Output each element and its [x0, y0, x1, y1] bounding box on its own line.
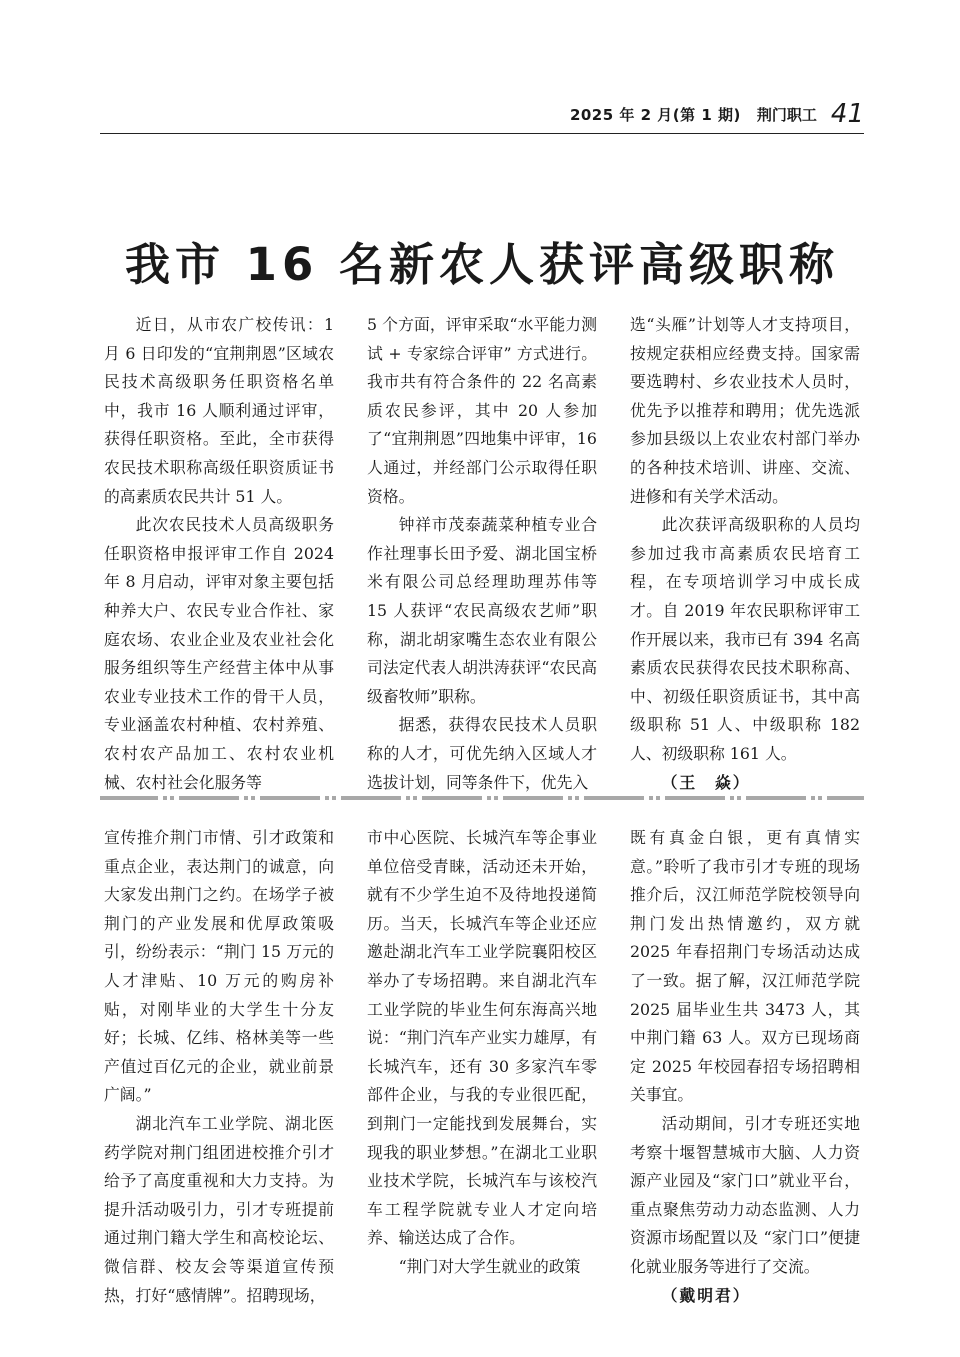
section-divider: [100, 795, 864, 801]
paragraph: 钟祥市茂泰蔬菜种植专业合作社理事长田予爱、湖北国宝桥米有限公司总经理助理苏伟等 15 人获评“农民高级农艺师”职称，湖北胡家嘴生态农业有限公司法定代表人胡洪涛获评“农民高级畜牧师”职称。: [367, 515, 597, 706]
article2-byline: （戴明君）: [661, 1285, 751, 1305]
article2-column-1: [104, 824, 334, 1310]
paragraph: 宣传推介荆门市情、引才政策和重点企业，表达荆门的诚意，向大家发出荆门之约。在场学子被荆门的产业发展和优厚政策吸引，纷纷表示：“荆门 15 万元的人才津贴、10 万元的购房补贴，对刚毕业的大学生十分友好；长城、亿纬、格林美等一些产值过百亿元的企业，就业前景广阔。”: [104, 828, 334, 1105]
article1-body: [104, 311, 860, 797]
article-title: 我市 16 名新农人获评高级职称: [125, 238, 839, 291]
journal-name: 荆门职工: [756, 106, 817, 124]
paragraph: 湖北汽车工业学院、湖北医药学院对荆门组团进校推介引才给予了高度重视和大力支持。为提升活动吸引力，引才专班提前通过荆门籍大学生和高校论坛、微信群、校友会等渠道宣传预热，打好“感情牌”。招聘现场，: [104, 1113, 334, 1305]
paragraph: 既有真金白银，更有真情实意。”聆听了我市引才专班的现场推介后，汉江师范学院校领导向荆门发出热情邀约，双方就 2025 年春招荆门专场活动达成了一致。据了解，汉江师范学院 2025 届毕业生共 3473 人，其中荆门籍 63 人。双方已现场商定 2025 年校园春招专场招聘相关事宜。: [630, 828, 860, 1105]
paragraph: 市中心医院、长城汽车等企事业单位倍受青睐，活动还未开始，就有不少学生迫不及待地投递简历。当天，长城汽车等企业还应邀赴湖北汽车工业学院襄阳校区举办了专场招聘。来自湖北汽车工业学院的毕业生何东海高兴地说：“荆门汽车产业实力雄厚，有长城汽车，还有 30 多家汽车零部件企业，与我的专业很匹配，到荆门一定能找到发展舞台，实现我的职业梦想。”在湖北工业职业技术学院，长城汽车与该校汽车工程学院就专业人才定向培养、输送达成了合作。: [367, 828, 597, 1248]
article1-column-2: [367, 311, 597, 797]
paragraph: 此次农民技术人员高级职务任职资格申报评审工作自 2024 年 8 月启动，评审对象主要包括种养大户、农民专业合作社、家庭农场、农业企业及农业社会化服务组织等生产经营主体中从事农业专业技术工作的骨干人员，专业涵盖农村种植、农村养殖、农村农产品加工、农村农业机械、农村社会化服务等: [104, 515, 334, 792]
page-number: 41: [830, 99, 864, 129]
article1-column-1: [104, 311, 334, 797]
article2-body: [104, 824, 860, 1310]
paragraph: “荆门对大学生就业的政策: [398, 1256, 581, 1276]
paragraph: 据悉，获得农民技术人员职称的人才，可优先纳入区域人才选拔计划，同等条件下，优先入: [367, 715, 597, 792]
paragraph: 5 个方面，评审采取“水平能力测试 + 专家综合评审” 方式进行。我市共有符合条件的 22 名高素质农民参评，其中 20 人参加了“宜荆荆恩”四地集中评审，16 人通过，并经部门公示取得任职资格。: [367, 315, 597, 506]
paragraph: 近日，从市农广校传讯：1月 6 日印发的“宜荆荆恩”区域农民技术高级职务任职资格名单中，我市 16 人顺利通过评审，获得任职资格。至此，全市获得农民技术职称高级任职资质证书的高素质农民共计 51 人。: [104, 315, 334, 506]
page-header: [100, 96, 864, 134]
paragraph: 选“头雁”计划等人才支持项目，按规定获相应经费支持。国家需要选聘村、乡农业技术人员时，优先予以推荐和聘用；优先选派参加县级以上农业农村部门举办的各种技术培训、讲座、交流、进修和有关学术活动。: [630, 315, 860, 506]
article1-byline: （王 焱）: [661, 772, 751, 792]
article2-column-2: [367, 824, 597, 1310]
issue-date: 2025 年 2 月(第 1 期): [569, 106, 741, 124]
article1-column-3: [630, 311, 860, 797]
article2-column-3: [630, 824, 860, 1310]
paragraph: 活动期间，引才专班还实地考察十堰智慧城市大脑、人力资源产业园及“家门口”就业平台，重点聚焦劳动力动态监测、人力资源市场配置以及 “家门口”便捷化就业服务等进行了交流。: [630, 1113, 860, 1276]
paragraph: 此次获评高级职称的人员均参加过我市高素质农民培育工程，在专项培训学习中成长成才。自 2019 年农民职称评审工作开展以来，我市已有 394 名高素质农民获得农民技术职称高、中、初级任职资质证书，其中高级职称 51 人、中级职称 182 人、初级职称 161 人。: [630, 515, 860, 763]
